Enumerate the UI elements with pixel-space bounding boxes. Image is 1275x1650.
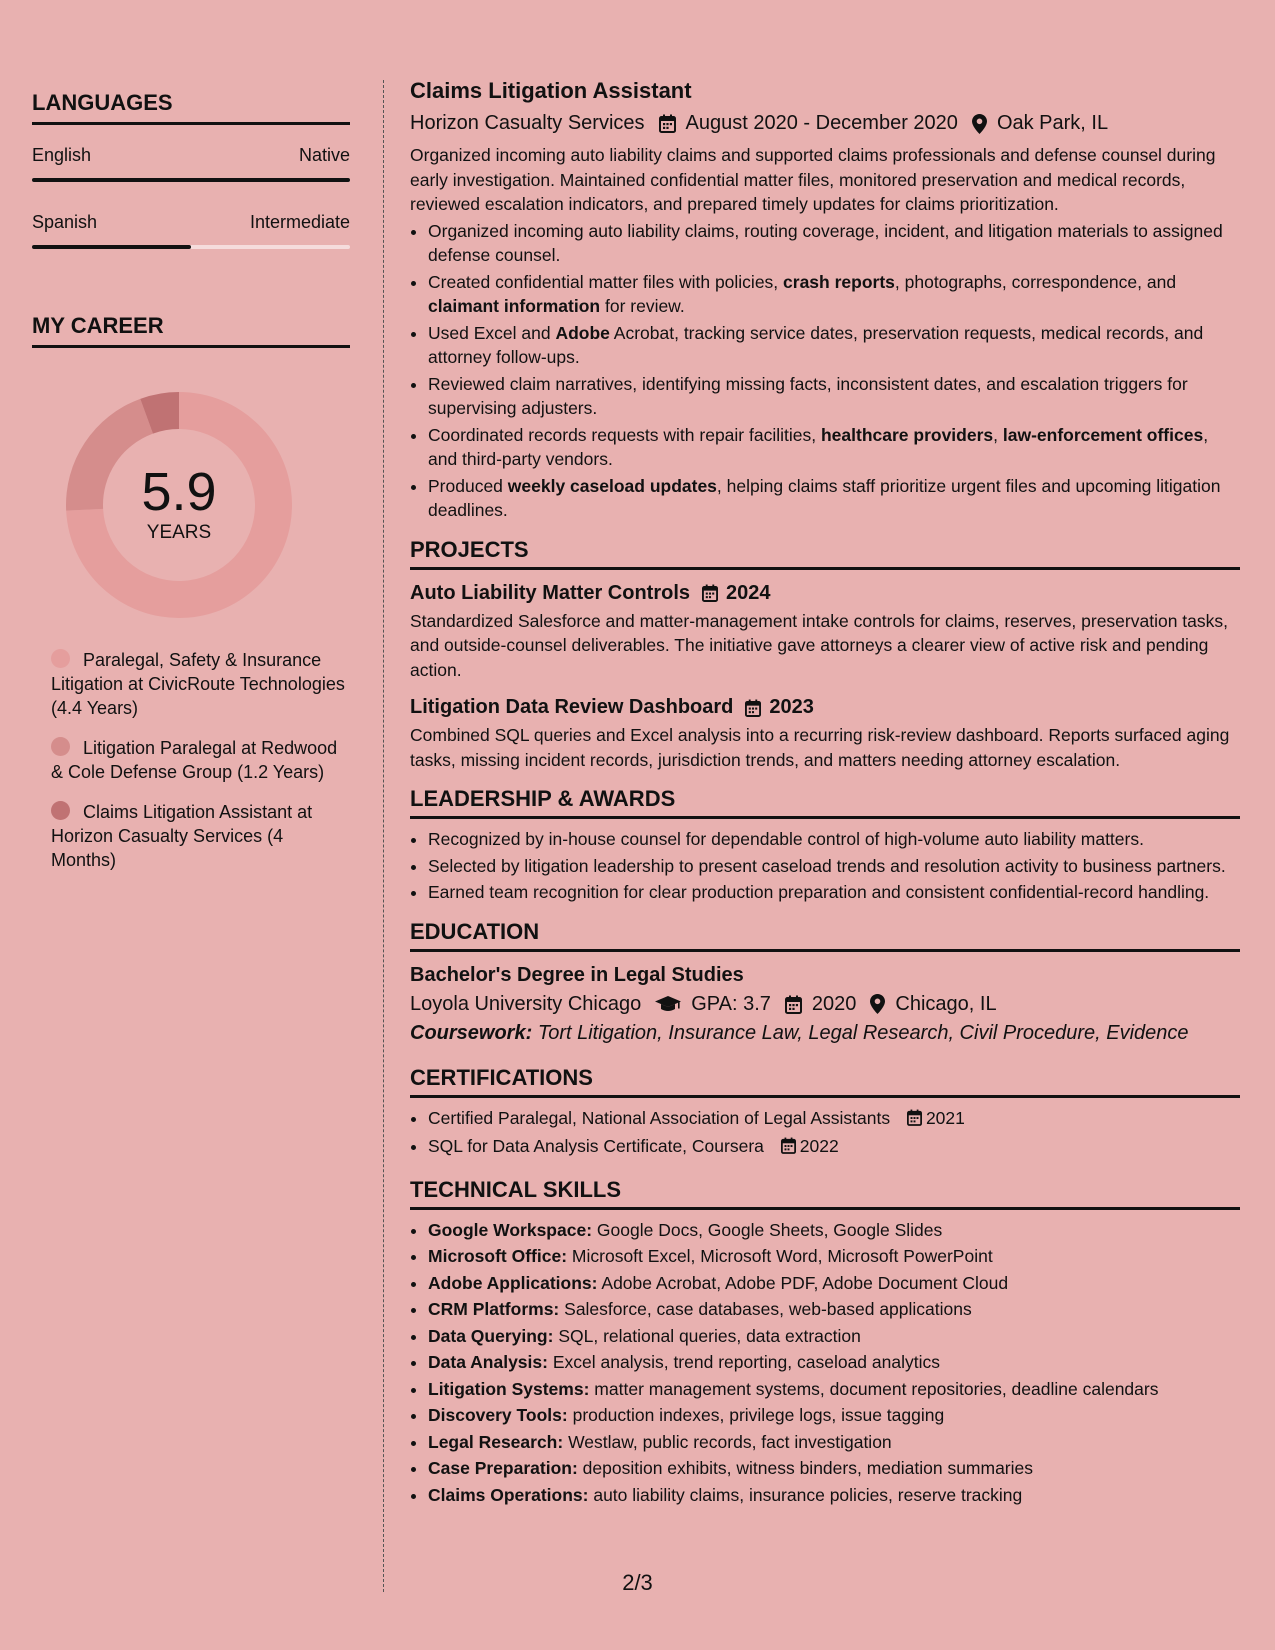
project-title: Auto Liability Matter Controls [410, 581, 690, 604]
education-coursework [410, 1022, 1240, 1045]
skill-item: • Adobe Applications: Adobe Acrobat, Adobe PDF, Adobe Document Cloud [428, 1271, 1240, 1296]
calendar-icon [659, 114, 676, 133]
career-unit: YEARS [146, 522, 212, 543]
project-year: 2024 [726, 581, 771, 604]
leadership-heading: LEADERSHIP & AWARDS [410, 786, 1240, 819]
left-column [32, 90, 350, 888]
education-heading: EDUCATION [410, 919, 1240, 952]
job-bullets [410, 219, 1240, 523]
language-name: English [32, 145, 92, 165]
career-legend [32, 648, 350, 872]
coursework-label: Coursework: [410, 1021, 533, 1044]
education-school: Loyola University Chicago [410, 992, 642, 1015]
skill-item: • Discovery Tools: production indexes, privilege logs, issue tagging [428, 1403, 1240, 1428]
career-section [32, 313, 350, 872]
legend-dot [51, 801, 70, 820]
project-title: Litigation Data Review Dashboard [410, 696, 734, 718]
skill-item: • Microsoft Office: Microsoft Excel, Microsoft Word, Microsoft PowerPoint [428, 1244, 1240, 1269]
skill-item: • Litigation Systems: matter management systems, document repositories, deadline calendars [428, 1377, 1240, 1402]
project-description: Combined SQL queries and Excel analysis into a recurring risk-review dashboard. Reports surfaced aging tasks, missing incident records, jurisdiction trends, and matters needing attorney escalation. [410, 725, 1230, 770]
language-level-fill [32, 245, 191, 249]
coursework-list: Tort Litigation, Insurance Law, Legal Research, Civil Procedure, Evidence [537, 1021, 1189, 1044]
project-year: 2023 [769, 696, 814, 718]
calendar-icon [781, 1136, 796, 1161]
certification-year: 2022 [799, 1136, 839, 1156]
calendar-icon [745, 699, 761, 717]
job-bullet: • Coordinated records requests with repair facilities, healthcare providers, law-enforcement offices, and third-party vendors. [428, 423, 1240, 472]
certifications-heading: CERTIFICATIONS [410, 1065, 1240, 1098]
education-year: 2020 [811, 992, 857, 1015]
job-title: Claims Litigation Assistant [410, 78, 692, 103]
job-bullet: • Produced weekly caseload updates, helping claims staff prioritize urgent files and upcoming litigation deadlines. [428, 474, 1240, 523]
education-gpa: GPA: 3.7 [691, 992, 771, 1015]
leadership-list [410, 827, 1240, 905]
skill-item: • Legal Research: Westlaw, public records, fact investigation [428, 1430, 1240, 1455]
job-company: Horizon Casualty Services [410, 112, 645, 134]
skill-item: • Data Analysis: Excel analysis, trend reporting, caseload analytics [428, 1350, 1240, 1375]
legend-label: Paralegal, Safety & Insurance Litigation at CivicRoute Technologies (4.4 Years) [51, 650, 345, 718]
career-donut-chart [66, 392, 292, 618]
career-legend-item [51, 736, 350, 784]
career-legend-item [51, 800, 350, 872]
projects-heading: PROJECTS [410, 537, 1240, 570]
skill-item: • Data Querying: SQL, relational queries, data extraction [428, 1324, 1240, 1349]
legend-label: Litigation Paralegal at Redwood & Cole Defense Group (1.2 Years) [51, 738, 338, 782]
project-description: Standardized Salesforce and matter-management intake controls for claims, reserves, preservation tasks, and outside-counsel deliverables. The initiative gave attorneys a clearer view of active risk and pending action. [410, 610, 1229, 680]
calendar-icon [785, 995, 802, 1014]
certification-item [428, 1134, 1240, 1161]
certifications-list [410, 1106, 1240, 1161]
leadership-item: • Earned team recognition for clear production preparation and consistent confidential-record handling. [428, 880, 1240, 905]
skill-item: • Google Workspace: Google Docs, Google Sheets, Google Slides [428, 1218, 1240, 1243]
column-divider [383, 80, 384, 1592]
certification-year: 2021 [925, 1107, 965, 1128]
certification-name: Certified Paralegal, National Association of Legal Assistants [428, 1107, 891, 1128]
language-level-bar [32, 245, 350, 249]
leadership-item: • Recognized by in-house counsel for dependable control of high-volume auto liability matters. [428, 827, 1240, 852]
job-summary: Organized incoming auto liability claims and supported claims professionals and defense counsel during early investigation. Maintained confidential matter files, monitored preservation and medical records, reviewed escalation indicators, and prepared timely updates for claims prioritization. [410, 145, 1216, 214]
location-pin-icon [870, 994, 885, 1014]
graduation-cap-icon [655, 995, 681, 1013]
skills-list [410, 1218, 1240, 1508]
legend-dot [51, 649, 70, 668]
certification-name: SQL for Data Analysis Certificate, Coursera [428, 1136, 764, 1156]
job-bullet: • Organized incoming auto liability claims, routing coverage, incident, and litigation materials to assigned defense counsel. [428, 219, 1240, 268]
language-name: Spanish [32, 212, 98, 232]
language-level: Native [298, 145, 350, 165]
project-item [410, 696, 1240, 772]
location-pin-icon [972, 114, 987, 134]
skills-heading: TECHNICAL SKILLS [410, 1177, 1240, 1210]
career-heading: MY CAREER [32, 313, 350, 348]
job-dates: August 2020 - December 2020 [685, 112, 958, 134]
language-item [32, 145, 350, 182]
legend-dot [51, 737, 70, 756]
skill-item: • CRM Platforms: Salesforce, case databases, web-based applications [428, 1297, 1240, 1322]
languages-heading: LANGUAGES [32, 90, 350, 125]
skill-item: • Claims Operations: auto liability claims, insurance policies, reserve tracking [428, 1483, 1240, 1508]
job-location: Oak Park, IL [996, 112, 1109, 134]
legend-label: Claims Litigation Assistant at Horizon Casualty Services (4 Months) [51, 802, 313, 870]
language-level-bar [32, 178, 350, 182]
calendar-icon [702, 584, 718, 602]
language-level: Intermediate [249, 212, 350, 232]
skill-item: • Case Preparation: deposition exhibits, witness binders, mediation summaries [428, 1456, 1240, 1481]
career-total: 5.9 [141, 462, 217, 522]
education-location: Chicago, IL [895, 992, 997, 1015]
education-degree: Bachelor's Degree in Legal Studies [410, 963, 744, 986]
right-column [410, 78, 1240, 1509]
calendar-icon [907, 1108, 922, 1133]
language-level-fill [32, 178, 350, 182]
education-meta [410, 993, 1240, 1016]
language-item [32, 212, 350, 249]
project-item [410, 582, 1240, 683]
certification-item [428, 1106, 1240, 1133]
page-number: 2/3 [622, 1570, 653, 1595]
career-legend-item [51, 648, 350, 720]
job-meta [410, 112, 1240, 135]
job-bullet: • Reviewed claim narratives, identifying missing facts, inconsistent dates, and escalation triggers for supervising adjusters. [428, 372, 1240, 421]
leadership-item: • Selected by litigation leadership to present caseload trends and resolution activity to business partners. [428, 854, 1240, 879]
job-bullet: • Used Excel and Adobe Acrobat, tracking service dates, preservation requests, medical records, and attorney follow-ups. [428, 321, 1240, 370]
job-bullet: • Created confidential matter files with policies, crash reports, photographs, correspondence, and claimant information for review. [428, 270, 1240, 319]
